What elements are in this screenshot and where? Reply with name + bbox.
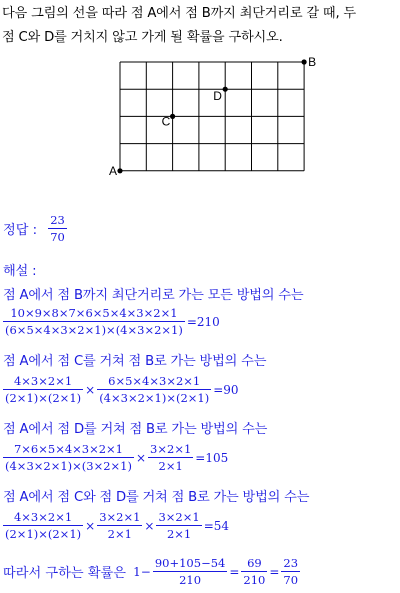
step4-text: 점 A에서 점 C와 점 D를 거쳐 점 B로 가는 방법의 수는 [3,490,310,505]
step4-f1-numerator: 4×3×2×1 [13,510,73,524]
step3-fraction-2 [148,442,193,473]
step2-f1-numerator: 4×3×2×1 [13,374,73,388]
step1-text: 점 A에서 점 B까지 최단거리로 가는 모든 방법의 수는 [3,288,304,303]
step3-fraction-1 [3,442,134,473]
final-fraction-2 [241,556,267,587]
point-d [223,87,228,92]
step1-equation [3,306,222,337]
point-c [170,114,175,119]
solution-label: 해설 : [3,264,37,279]
step1-result: =210 [186,314,220,329]
final-fraction-1 [153,556,228,587]
step4-f3-numerator: 3×2×1 [158,510,200,524]
question-text [2,2,398,50]
answer-fraction [48,213,67,244]
step4-f2-numerator: 3×2×1 [99,510,141,524]
step2-f2-denominator: (4×3×2×1)×(2×1) [99,391,210,405]
question-line-2: 점 C와 D를 거치지 않고 가게 될 확률을 구하시오. [2,30,283,45]
step3-equation [3,442,230,473]
times-sign: × [85,382,96,397]
step3-f1-numerator: 7×6×5×4×3×2×1 [13,442,123,456]
step4-equation [3,510,231,541]
step4-f2-denominator: 2×1 [107,527,132,541]
final-f3-denominator: 70 [283,573,299,587]
times-sign: × [135,450,147,465]
final-f1-numerator: 90+105−54 [154,556,226,570]
step2-result: =90 [213,382,239,397]
step3-f2-numerator: 3×2×1 [150,442,192,456]
point-a [117,168,122,173]
point-label-a: A [109,163,118,178]
step2-fraction-2 [97,374,211,405]
answer-denominator: 70 [50,230,65,244]
step3-f1-denominator: (4×3×2×1)×(3×2×1) [5,459,132,473]
step3-f2-denominator: 2×1 [158,459,183,473]
step2-equation [3,374,241,405]
equals-sign: = [269,564,280,579]
point-b [302,59,307,64]
step2-f1-denominator: (2×1)×(2×1) [5,391,82,405]
question-line-1: 다음 그림의 선을 따라 점 A에서 점 B까지 최단거리로 갈 때, 두 [2,6,356,21]
step4-f3-denominator: 2×1 [166,527,192,541]
point-label-c: C [161,114,171,129]
step3-text: 점 A에서 점 D를 거쳐 점 B로 가는 방법의 수는 [3,422,268,437]
grid-figure [108,55,317,180]
answer-label: 정답 : [3,223,38,238]
equals-sign: = [229,564,240,579]
step1-denominator: (6×5×4×3×2×1)×(4×3×2×1) [5,323,183,337]
times-sign: × [144,518,155,533]
final-f2-numerator: 69 [247,556,262,570]
grid-svg [108,55,317,180]
answer-numerator: 23 [50,213,65,227]
step1-fraction [3,306,185,337]
step2-fraction-1 [3,374,83,405]
step4-fraction-3 [156,510,201,541]
step4-fraction-2 [97,510,142,541]
final-prefix: 1− [133,564,151,579]
point-label-d: D [213,89,222,104]
point-label-b: B [308,55,317,69]
step1-numerator: 10×9×8×7×6×5×4×3×2×1 [10,306,178,320]
final-fraction-3 [281,556,300,587]
final-equation [3,556,300,587]
times-sign: × [85,518,96,533]
final-f2-denominator: 210 [243,573,266,587]
answer-row [3,213,67,244]
step4-fraction-1 [3,510,83,541]
final-f3-numerator: 23 [283,556,299,570]
final-f1-denominator: 210 [179,573,202,587]
step3-result: =105 [195,450,229,465]
step2-text: 점 A에서 점 C를 거쳐 점 B로 가는 방법의 수는 [3,354,267,369]
final-text: 따라서 구하는 확률은 [3,566,127,581]
step2-f2-numerator: 6×5×4×3×2×1 [108,374,201,388]
step4-result: =54 [203,518,230,533]
step4-f1-denominator: (2×1)×(2×1) [5,527,82,541]
